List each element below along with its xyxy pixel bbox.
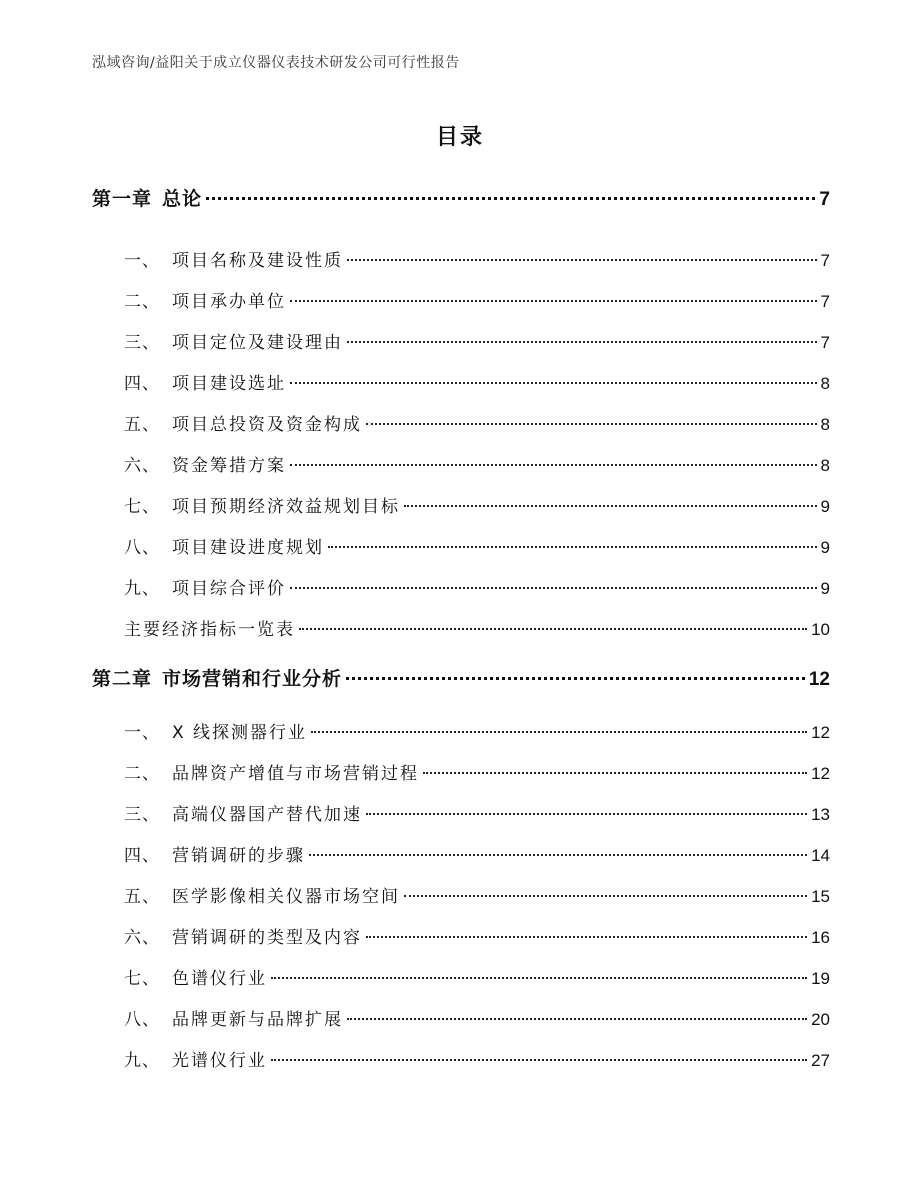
section-number: 六、 xyxy=(124,456,160,476)
dot-leader xyxy=(423,772,807,774)
toc-chapter-entry[interactable] xyxy=(92,664,830,691)
dot-leader xyxy=(404,895,807,897)
section-title: 光谱仪行业 xyxy=(172,1051,267,1071)
toc-section-entry[interactable] xyxy=(124,841,830,866)
section-number: 九、 xyxy=(124,579,160,599)
section-title: 品牌更新与品牌扩展 xyxy=(172,1010,343,1030)
section-title: 项目承办单位 xyxy=(172,292,286,312)
page-number: 12 xyxy=(811,723,830,742)
toc-section-entry[interactable] xyxy=(124,1046,830,1071)
toc-section-entry[interactable] xyxy=(124,369,830,394)
toc-section-entry[interactable] xyxy=(124,718,830,743)
dot-leader xyxy=(347,341,817,343)
dot-leader xyxy=(366,936,807,938)
toc-section-entry[interactable] xyxy=(124,800,830,825)
dot-leader xyxy=(290,464,817,466)
page-number: 7 xyxy=(820,251,830,270)
chapter-title: 总论 xyxy=(162,188,203,210)
section-number: 二、 xyxy=(124,764,160,784)
dot-leader xyxy=(328,546,817,548)
toc-section-entry[interactable] xyxy=(124,574,830,599)
section-title: 项目建设进度规划 xyxy=(172,538,324,558)
section-number: 三、 xyxy=(124,805,160,825)
section-title: 营销调研的步骤 xyxy=(172,846,305,866)
page-number: 8 xyxy=(820,374,830,393)
dot-leader xyxy=(271,977,807,979)
page-number: 15 xyxy=(811,887,830,906)
dot-leader xyxy=(347,1018,807,1020)
chapter-number: 第一章 xyxy=(92,188,153,210)
dot-leader xyxy=(290,587,817,589)
page-number: 16 xyxy=(811,928,830,947)
toc-section-entry[interactable] xyxy=(124,492,830,517)
section-number: 八、 xyxy=(124,538,160,558)
dot-leader xyxy=(309,854,807,856)
chapter-number: 第二章 xyxy=(92,668,153,690)
chapter-title: 市场营销和行业分析 xyxy=(162,668,343,690)
dot-leader xyxy=(290,300,817,302)
section-number: 七、 xyxy=(124,497,160,517)
dot-leader xyxy=(206,197,815,200)
section-number: 一、 xyxy=(124,251,160,271)
toc-section-entry[interactable] xyxy=(124,533,830,558)
page-number: 9 xyxy=(820,579,830,598)
section-title: 高端仪器国产替代加速 xyxy=(172,805,362,825)
dot-leader xyxy=(347,259,817,261)
toc-section-entry[interactable] xyxy=(124,287,830,312)
toc-title: 目录 xyxy=(435,125,484,150)
section-title: 主要经济指标一览表 xyxy=(124,620,295,640)
toc-section-entry[interactable] xyxy=(124,882,830,907)
section-number: 四、 xyxy=(124,374,160,394)
section-number: 一、 xyxy=(124,723,160,743)
page-number: 9 xyxy=(820,538,830,557)
page-number: 8 xyxy=(820,456,830,475)
section-title: 项目建设选址 xyxy=(172,374,286,394)
page-number: 14 xyxy=(811,846,830,865)
dot-leader xyxy=(299,628,807,630)
section-title: 品牌资产增值与市场营销过程 xyxy=(172,764,419,784)
dot-leader xyxy=(290,382,817,384)
dot-leader xyxy=(346,677,805,680)
section-title: 医学影像相关仪器市场空间 xyxy=(172,887,400,907)
toc-chapter-entry[interactable] xyxy=(92,184,830,211)
section-title: 项目总投资及资金构成 xyxy=(172,415,362,435)
toc-section-entry[interactable] xyxy=(124,410,830,435)
page-number: 12 xyxy=(808,669,830,690)
section-title: X 线探测器行业 xyxy=(172,723,308,743)
section-title: 营销调研的类型及内容 xyxy=(172,928,362,948)
dot-leader xyxy=(271,1059,807,1061)
document-header: 泓域咨询/益阳关于成立仪器仪表技术研发公司可行性报告 xyxy=(92,55,460,71)
section-number: 七、 xyxy=(124,969,160,989)
section-number: 二、 xyxy=(124,292,160,312)
page-number: 7 xyxy=(820,292,830,311)
page-number: 7 xyxy=(820,333,830,352)
page-number: 27 xyxy=(811,1051,830,1070)
toc-section-entry[interactable] xyxy=(124,615,830,640)
section-title: 项目预期经济效益规划目标 xyxy=(172,497,400,517)
section-number: 八、 xyxy=(124,1010,160,1030)
page-number: 19 xyxy=(811,969,830,988)
page-number: 8 xyxy=(820,415,830,434)
page-number: 9 xyxy=(820,497,830,516)
section-title: 资金筹措方案 xyxy=(172,456,286,476)
section-title: 色谱仪行业 xyxy=(172,969,267,989)
section-title: 项目定位及建设理由 xyxy=(172,333,343,353)
section-number: 九、 xyxy=(124,1051,160,1071)
page-number: 12 xyxy=(811,764,830,783)
toc-section-entry[interactable] xyxy=(124,328,830,353)
toc-section-entry[interactable] xyxy=(124,451,830,476)
dot-leader xyxy=(366,423,817,425)
section-number: 五、 xyxy=(124,887,160,907)
section-title: 项目名称及建设性质 xyxy=(172,251,343,271)
dot-leader xyxy=(366,813,807,815)
dot-leader xyxy=(404,505,817,507)
section-number: 五、 xyxy=(124,415,160,435)
dot-leader xyxy=(311,731,807,733)
toc-section-entry[interactable] xyxy=(124,759,830,784)
toc-section-entry[interactable] xyxy=(124,246,830,271)
toc-section-entry[interactable] xyxy=(124,923,830,948)
section-number: 三、 xyxy=(124,333,160,353)
section-number: 六、 xyxy=(124,928,160,948)
section-number: 四、 xyxy=(124,846,160,866)
toc-section-entry[interactable] xyxy=(124,1005,830,1030)
section-title: 项目综合评价 xyxy=(172,579,286,599)
page-number: 20 xyxy=(811,1010,830,1029)
page-number: 7 xyxy=(819,189,830,210)
page-number: 10 xyxy=(811,620,830,639)
page-number: 13 xyxy=(811,805,830,824)
toc-section-entry[interactable] xyxy=(124,964,830,989)
